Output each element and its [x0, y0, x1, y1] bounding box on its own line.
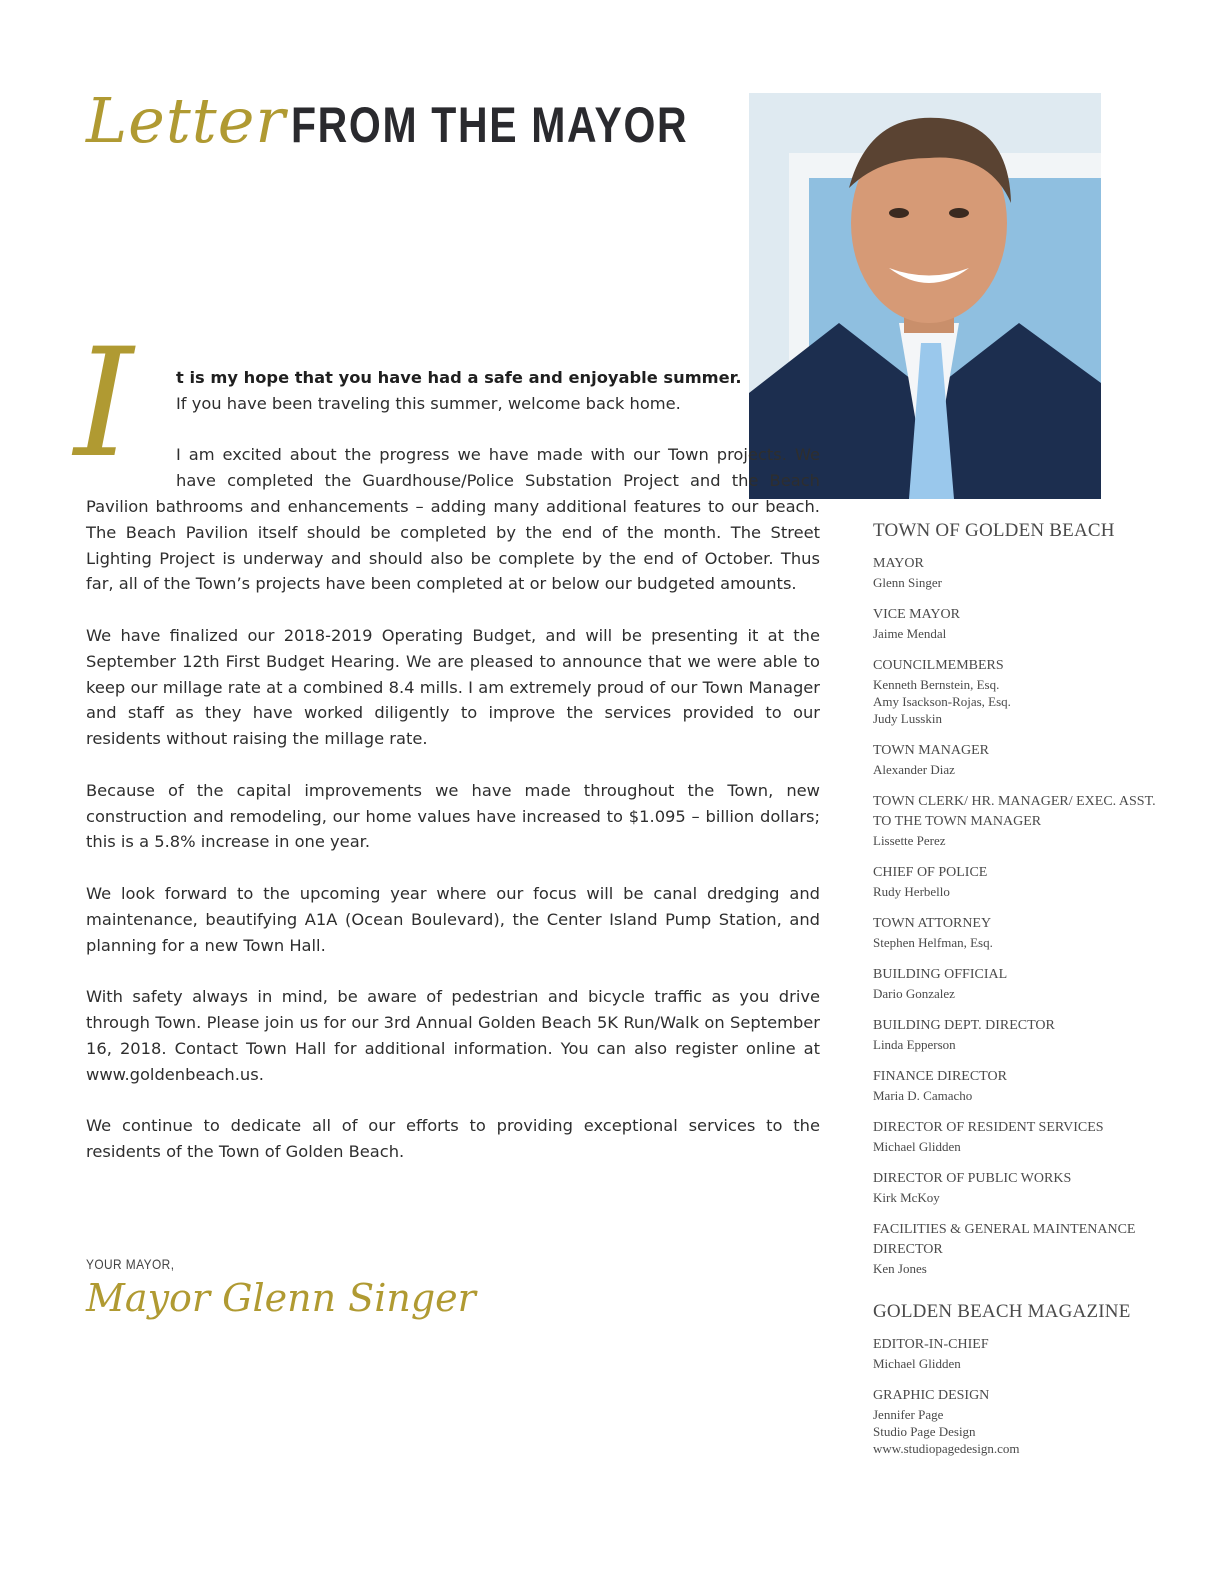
staff-group	[873, 1016, 1173, 1053]
staff-name: Maria D. Camacho	[873, 1088, 973, 1103]
staff-name: Michael Glidden	[873, 1139, 961, 1154]
staff-group	[873, 1067, 1173, 1104]
staff-role: TOWN ATTORNEY	[873, 916, 992, 931]
letter-body	[74, 317, 820, 1191]
magazine-groups	[873, 1335, 1173, 1457]
staff-group	[873, 863, 1173, 900]
staff-name: Kenneth Bernstein, Esq.	[873, 677, 1000, 692]
staff-name: www.studiopagedesign.com	[873, 1441, 1020, 1456]
staff-role: FACILITIES & GENERAL MAINTENANCE DIRECTOR	[873, 1222, 1136, 1257]
staff-name: Glenn Singer	[873, 575, 942, 590]
drop-cap: I	[74, 317, 134, 491]
staff-role: TOWN CLERK/ HR. MANAGER/ EXEC. ASST. TO THE TOWN MANAGER	[873, 794, 1156, 829]
staff-name: Judy Lusskin	[873, 711, 942, 726]
staff-groups	[873, 554, 1173, 1277]
staff-role: MAYOR	[873, 556, 924, 571]
title-script: Letter	[86, 84, 287, 157]
staff-group	[873, 1118, 1173, 1155]
staff-name: Jennifer Page	[873, 1407, 944, 1422]
magazine-heading: GOLDEN BEACH MAGAZINE	[873, 1301, 1131, 1322]
staff-group	[873, 554, 1173, 591]
letter-paragraph-6: With safety always in mind, be aware of pedestrian and bicycle traffic as you drive through Town. Please join us for our 3rd Annual Golden Beach 5K Run/Walk on September 16, 2018. Contact Town Hall for additional information. You can also register online at www.goldenbeach.us.	[86, 987, 820, 1084]
staff-group	[873, 792, 1173, 849]
staff-name: Linda Epperson	[873, 1037, 956, 1052]
staff-name: Lissette Perez	[873, 833, 946, 848]
signoff-label: YOUR MAYOR,	[86, 1256, 175, 1272]
letter-first-line: t is my hope that you have had a safe and enjoyable summer.	[176, 368, 742, 387]
staff-group	[873, 656, 1173, 727]
staff-name: Studio Page Design	[873, 1424, 976, 1439]
staff-name: Kirk McKoy	[873, 1190, 940, 1205]
letter-paragraph-2: I am excited about the progress we have made with our Town projects. We have completed the Guardhouse/Police Substation Project and the Beach Pavilion bathrooms and enhancements – adding many additional features to our beach. The Beach Pavilion itself should be completed by the end of the month. The Street Lighting Project is underway and should also be complete by the end of October. Thus far, all of the Town’s projects have been completed at or below our budgeted amounts.	[86, 445, 820, 594]
staff-group	[873, 914, 1173, 951]
staff-group	[873, 1220, 1173, 1277]
letter-welcome-line: If you have been traveling this summer, welcome back home.	[176, 393, 681, 413]
staff-name: Rudy Herbello	[873, 884, 950, 899]
staff-name: Michael Glidden	[873, 1356, 961, 1371]
title-caps: FROM THE MAYOR	[291, 97, 689, 153]
letter-paragraph-1	[86, 365, 820, 417]
staff-role: CHIEF OF POLICE	[873, 865, 988, 880]
staff-group	[873, 1335, 1173, 1372]
staff-name: Alexander Diaz	[873, 762, 955, 777]
staff-name: Amy Isackson-Rojas, Esq.	[873, 694, 1011, 709]
letter-paragraph-3: We have finalized our 2018-2019 Operating Budget, and will be presenting it at the September 12th First Budget Hearing. We are pleased to announce that we were able to keep our millage rate at a combined 8.4 mills. I am extremely proud of our Town Manager and staff as they have worked diligently to improve the services provided to our residents without raising the millage rate.	[86, 625, 820, 749]
signoff	[86, 1256, 476, 1320]
letter-paragraph-4: Because of the capital improvements we have made throughout the Town, new construction and remodeling, our home values have increased to $1.095 – billion dollars; this is a 5.8% increase in one year.	[86, 780, 820, 852]
staff-name: Ken Jones	[873, 1261, 927, 1276]
staff-role: GRAPHIC DESIGN	[873, 1388, 990, 1403]
staff-group	[873, 965, 1173, 1002]
staff-role: BUILDING DEPT. DIRECTOR	[873, 1018, 1055, 1033]
staff-role: DIRECTOR OF PUBLIC WORKS	[873, 1171, 1072, 1186]
staff-role: FINANCE DIRECTOR	[873, 1069, 1007, 1084]
staff-group	[873, 1386, 1173, 1457]
staff-name: Stephen Helfman, Esq.	[873, 935, 993, 950]
staff-name: Dario Gonzalez	[873, 986, 955, 1001]
staff-role: DIRECTOR OF RESIDENT SERVICES	[873, 1120, 1104, 1135]
staff-group	[873, 741, 1173, 778]
signature: Mayor Glenn Singer	[86, 1276, 476, 1320]
staff-group	[873, 1169, 1173, 1206]
staff-directory	[873, 520, 1173, 1471]
letter-paragraph-5: We look forward to the upcoming year where our focus will be canal dredging and maintenance, beautifying A1A (Ocean Boulevard), the Center Island Pump Station, and planning for a new Town Hall.	[86, 883, 820, 955]
staff-role: COUNCILMEMBERS	[873, 658, 1004, 673]
staff-role: TOWN MANAGER	[873, 743, 990, 758]
page-title	[86, 84, 776, 157]
staff-role: EDITOR-IN-CHIEF	[873, 1337, 989, 1352]
staff-group	[873, 605, 1173, 642]
staff-heading: TOWN OF GOLDEN BEACH	[873, 520, 1115, 541]
staff-name: Jaime Mendal	[873, 626, 947, 641]
letter-paragraph-7: We continue to dedicate all of our efforts to providing exceptional services to the residents of the Town of Golden Beach.	[86, 1116, 820, 1161]
staff-role: BUILDING OFFICIAL	[873, 967, 1008, 982]
staff-role: VICE MAYOR	[873, 607, 960, 622]
